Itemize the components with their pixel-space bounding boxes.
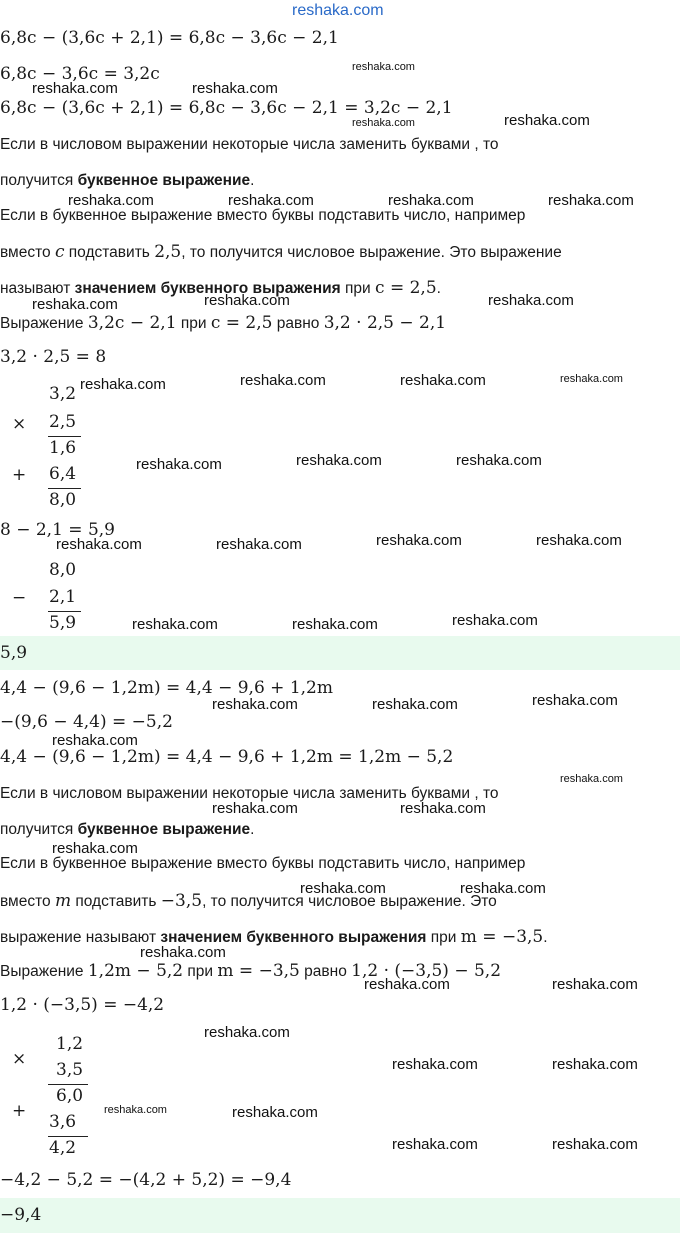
paragraph-line: Если в буквенное выражение вместо буквы подставить число, например bbox=[0, 855, 526, 872]
term-bold: буквенное выражение bbox=[77, 172, 251, 189]
watermark: reshaka.com bbox=[536, 532, 622, 549]
watermark: reshaka.com bbox=[32, 296, 118, 313]
watermark: reshaka.com bbox=[216, 536, 302, 553]
watermark: reshaka.com bbox=[140, 944, 226, 961]
watermark: reshaka.com bbox=[560, 373, 623, 385]
watermark: reshaka.com bbox=[504, 112, 590, 129]
watermark: reshaka.com bbox=[212, 800, 298, 817]
equation-2: −(9,6 − 4,4) = −5,2 bbox=[0, 712, 173, 732]
paragraph-line: получится буквенное выражение. bbox=[0, 821, 255, 838]
watermark: reshaka.com bbox=[300, 880, 386, 897]
watermark: reshaka.com bbox=[132, 616, 218, 633]
equation-2: 6,8c − 3,6c = 3,2c bbox=[0, 64, 160, 84]
watermark: reshaka.com bbox=[240, 372, 326, 389]
watermark: reshaka.com bbox=[204, 1024, 290, 1041]
paragraph-line: Выражение 3,2c − 2,1 при c = 2,5 равно 3,2 · 2,5 − 2,1 bbox=[0, 313, 447, 333]
equation-5: 8 − 2,1 = 5,9 bbox=[0, 520, 115, 540]
watermark: reshaka.com bbox=[532, 692, 618, 709]
watermark: reshaka.com bbox=[204, 292, 290, 309]
paragraph-line: Выражение 1,2m − 5,2 при m = −3,5 равно 1,2 · (−3,5) − 5,2 bbox=[0, 961, 502, 981]
watermark: reshaka.com bbox=[352, 117, 415, 129]
answer-box bbox=[0, 1198, 680, 1233]
paragraph-line: вместо c подставить 2,5, то получится числовое выражение. Это выражение bbox=[0, 242, 562, 262]
paragraph-line: вместо m подставить −3,5, то получится числовое выражение. Это bbox=[0, 891, 497, 911]
watermark: reshaka.com bbox=[212, 696, 298, 713]
watermark: reshaka.com bbox=[372, 696, 458, 713]
watermark: reshaka.com bbox=[32, 80, 118, 97]
equation-4: 3,2 · 2,5 = 8 bbox=[0, 347, 107, 367]
equation-1: 4,4 − (9,6 − 1,2m) = 4,4 − 9,6 + 1,2m bbox=[0, 678, 333, 698]
watermark: reshaka.com bbox=[392, 1136, 478, 1153]
watermark: reshaka.com bbox=[548, 192, 634, 209]
equation-1: 6,8c − (3,6c + 2,1) = 6,8c − 3,6c − 2,1 bbox=[0, 28, 339, 48]
watermark: reshaka.com bbox=[552, 976, 638, 993]
equation-3: 4,4 − (9,6 − 1,2m) = 4,4 − 9,6 + 1,2m = 1,2m − 5,2 bbox=[0, 747, 454, 767]
paragraph-line: Если в числовом выражении некоторые числа заменить буквами , то bbox=[0, 136, 499, 153]
equation-5: −4,2 − 5,2 = −(4,2 + 5,2) = −9,4 bbox=[0, 1170, 292, 1190]
minus-sign: − bbox=[12, 588, 27, 608]
watermark: reshaka.com bbox=[560, 773, 623, 785]
answer-value: −9,4 bbox=[0, 1205, 42, 1225]
site-header-logo[interactable]: reshaka.com bbox=[292, 2, 384, 19]
times-sign: × bbox=[12, 414, 27, 434]
equation-3: 6,8c − (3,6c + 2,1) = 6,8c − 3,6c − 2,1 = 3,2c − 2,1 bbox=[0, 98, 453, 118]
watermark: reshaka.com bbox=[136, 456, 222, 473]
watermark: reshaka.com bbox=[552, 1136, 638, 1153]
paragraph-line: Если в буквенное выражение вместо буквы подставить число, например bbox=[0, 207, 526, 224]
watermark: reshaka.com bbox=[68, 192, 154, 209]
watermark: reshaka.com bbox=[400, 800, 486, 817]
watermark: reshaka.com bbox=[80, 376, 166, 393]
watermark: reshaka.com bbox=[488, 292, 574, 309]
watermark: reshaka.com bbox=[364, 976, 450, 993]
equation-4: 1,2 · (−3,5) = −4,2 bbox=[0, 995, 165, 1015]
answer-value: 5,9 bbox=[0, 643, 28, 663]
watermark: reshaka.com bbox=[552, 1056, 638, 1073]
watermark: reshaka.com bbox=[192, 80, 278, 97]
plus-sign: + bbox=[12, 465, 27, 485]
plus-sign: + bbox=[12, 1101, 27, 1121]
watermark: reshaka.com bbox=[292, 616, 378, 633]
times-sign: × bbox=[12, 1049, 27, 1069]
watermark: reshaka.com bbox=[232, 1104, 318, 1121]
watermark: reshaka.com bbox=[296, 452, 382, 469]
watermark: reshaka.com bbox=[400, 372, 486, 389]
watermark: reshaka.com bbox=[388, 192, 474, 209]
watermark: reshaka.com bbox=[56, 536, 142, 553]
watermark: reshaka.com bbox=[376, 532, 462, 549]
watermark: reshaka.com bbox=[104, 1104, 167, 1116]
watermark: reshaka.com bbox=[52, 840, 138, 857]
paragraph-line: Если в числовом выражении некоторые числа заменить буквами , то bbox=[0, 785, 499, 802]
watermark: reshaka.com bbox=[456, 452, 542, 469]
watermark: reshaka.com bbox=[352, 61, 415, 73]
watermark: reshaka.com bbox=[392, 1056, 478, 1073]
paragraph-line: получится буквенное выражение. bbox=[0, 172, 255, 189]
paragraph-line: называют значением буквенного выражения при c = 2,5. bbox=[0, 278, 441, 298]
watermark: reshaka.com bbox=[228, 192, 314, 209]
answer-box bbox=[0, 636, 680, 670]
paragraph-line: выражение называют значением буквенного выражения при m = −3,5. bbox=[0, 927, 548, 947]
watermark: reshaka.com bbox=[452, 612, 538, 629]
watermark: reshaka.com bbox=[460, 880, 546, 897]
watermark: reshaka.com bbox=[52, 732, 138, 749]
